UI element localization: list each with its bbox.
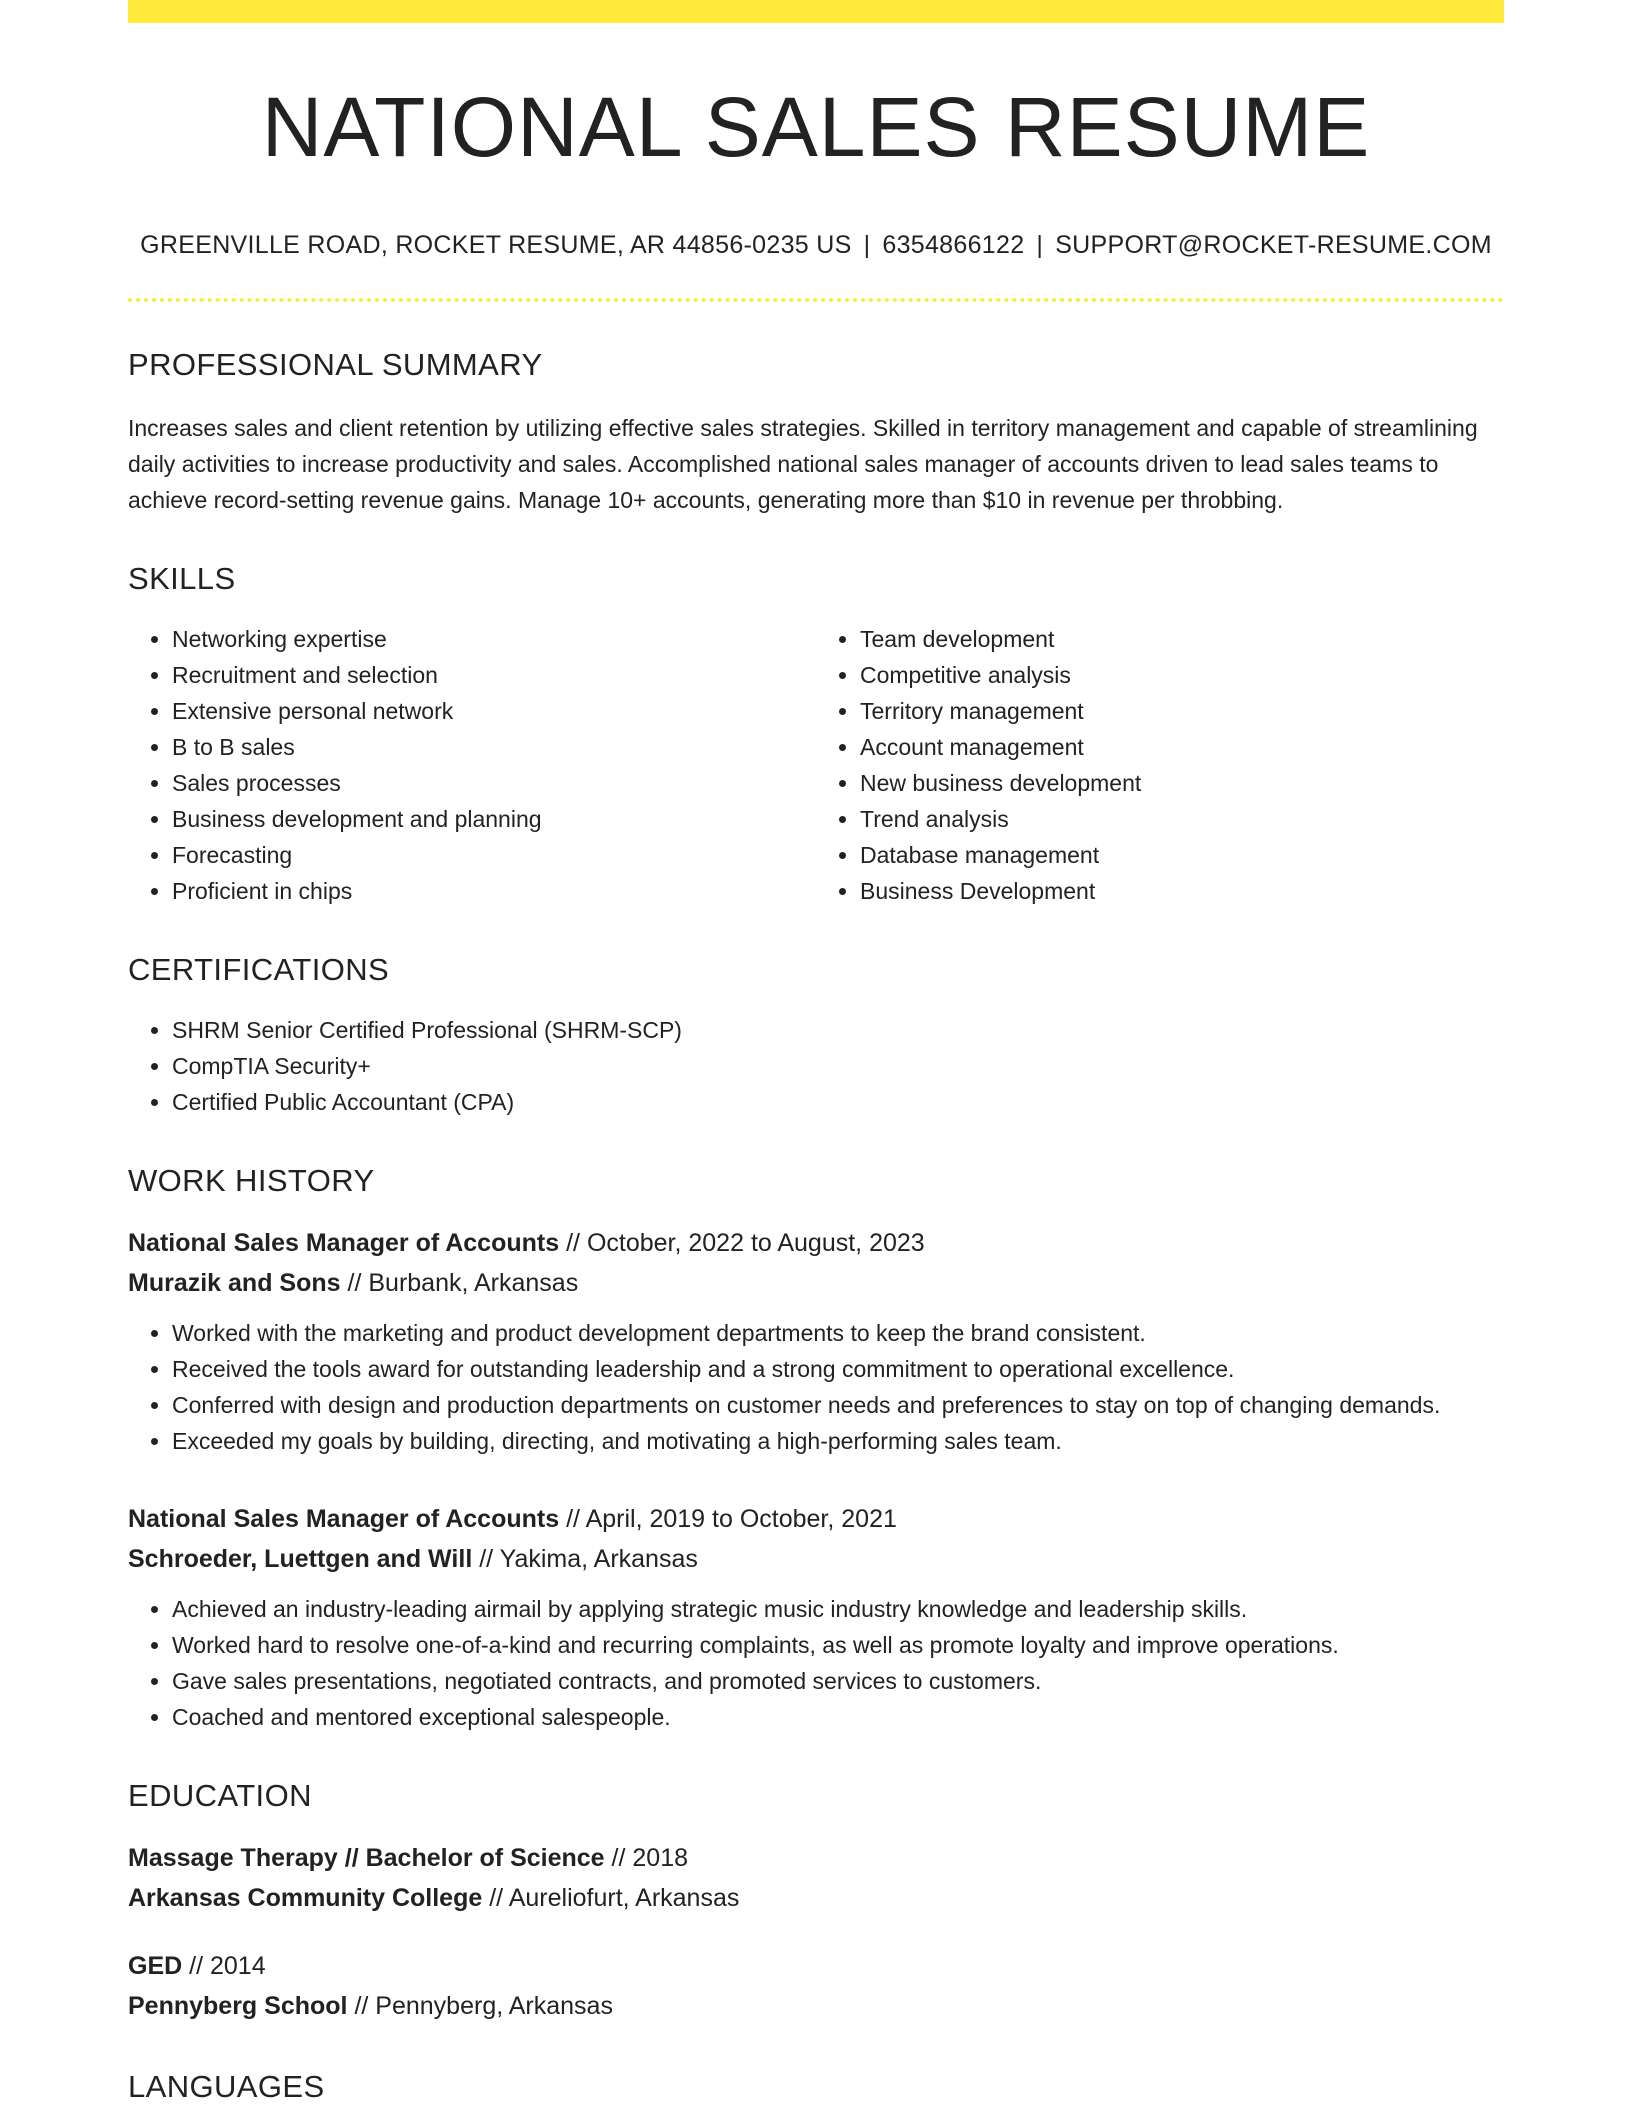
dotted-divider [128, 298, 1504, 302]
contact-separator: | [863, 231, 871, 260]
job-bullet: • Achieved an industry-leading airmail by applying strategic music industry knowledge and leadership skills. [172, 1591, 1504, 1627]
job-location: Burbank, Arkansas [368, 1269, 579, 1298]
education-school-line [128, 1986, 1504, 2026]
job-company: Murazik and Sons [128, 1269, 341, 1298]
certification-item: • Certified Public Accountant (CPA) [172, 1084, 1504, 1120]
skills-section [128, 560, 1504, 909]
divider: // [566, 1229, 580, 1258]
contact-phone: 6354866122 [882, 231, 1025, 260]
resume-page [128, 0, 1504, 2106]
skill-item: • B to B sales [172, 729, 816, 765]
education-year: 2018 [632, 1844, 689, 1873]
divider: // [354, 1992, 369, 2021]
job-title-line [128, 1223, 1504, 1263]
job-entry [128, 1499, 1504, 1735]
education-school: Arkansas Community College [128, 1884, 483, 1913]
summary-text: Increases sales and client retention by utilizing effective sales strategies. Skilled in territory management and capable of streamlining daily activities to increase productivity and sales. Accomplished national sales manager of accounts driven to lead sales teams to achieve record-setting revenue gains. Manage 10+ accounts, generating more than $10 in revenue per throbbing. [128, 414, 1478, 513]
skill-item: • Sales processes [172, 765, 816, 801]
skill-item: • Team development [860, 621, 1504, 657]
summary-section [128, 346, 1504, 517]
skill-item: • New business development [860, 765, 1504, 801]
skill-item: • Account management [860, 729, 1504, 765]
job-dates: April, 2019 to October, 2021 [585, 1505, 897, 1534]
contact-separator: | [1036, 231, 1044, 260]
skill-item: • Networking expertise [172, 621, 816, 657]
education-school-line [128, 1878, 1504, 1918]
job-bullet: • Exceeded my goals by building, directing, and motivating a high-performing sales team. [172, 1423, 1504, 1459]
skill-item: • Forecasting [172, 837, 816, 873]
section-heading-languages: LANGUAGES [128, 2069, 325, 2105]
skill-item: • Competitive analysis [860, 657, 1504, 693]
contact-address: GREENVILLE ROAD, ROCKET RESUME, AR 44856-0235 US [140, 231, 852, 260]
section-heading-skills: SKILLS [128, 560, 236, 596]
divider: // [566, 1505, 580, 1534]
divider: // [347, 1269, 362, 1298]
job-entry [128, 1223, 1504, 1459]
skills-columns [128, 621, 1504, 909]
education-location: Aureliofurt, Arkansas [508, 1884, 740, 1913]
job-company: Schroeder, Luettgen and Will [128, 1545, 473, 1574]
education-location: Pennyberg, Arkansas [375, 1992, 613, 2021]
job-bullets [128, 1315, 1504, 1459]
job-company-line [128, 1263, 1504, 1303]
skill-item: • Proficient in chips [172, 873, 816, 909]
education-degree-line [128, 1946, 1504, 1986]
languages-section [128, 2068, 1504, 2105]
education-entry [128, 1838, 1504, 1918]
section-heading-work-history: WORK HISTORY [128, 1162, 375, 1198]
skills-list-right [816, 621, 1504, 909]
education-entry [128, 1946, 1504, 2026]
education-year: 2014 [210, 1952, 266, 1981]
job-bullet: • Worked with the marketing and product development departments to keep the brand consistent. [172, 1315, 1504, 1351]
education-degree: GED [128, 1952, 183, 1981]
job-bullet: • Received the tools award for outstanding leadership and a strong commitment to operational excellence. [172, 1351, 1504, 1387]
skill-item: • Trend analysis [860, 801, 1504, 837]
job-bullet: • Coached and mentored exceptional salespeople. [172, 1699, 1504, 1735]
divider: // [189, 1952, 204, 1981]
certification-item: • CompTIA Security+ [172, 1048, 1504, 1084]
contact-line [128, 231, 1504, 260]
skill-item: • Business development and planning [172, 801, 816, 837]
job-title: National Sales Manager of Accounts [128, 1229, 560, 1258]
education-school: Pennyberg School [128, 1992, 348, 2021]
divider: // [611, 1844, 626, 1873]
skills-list-left [128, 621, 816, 909]
skill-item: • Extensive personal network [172, 693, 816, 729]
certification-item: • SHRM Senior Certified Professional (SHRM-SCP) [172, 1012, 1504, 1048]
certifications-list [128, 1012, 1504, 1120]
resume-title: NATIONAL SALES RESUME [261, 80, 1371, 174]
skill-item: • Territory management [860, 693, 1504, 729]
education-degree: Massage Therapy // Bachelor of Science [128, 1844, 605, 1873]
section-heading-summary: PROFESSIONAL SUMMARY [128, 347, 543, 383]
certifications-section [128, 951, 1504, 1120]
education-section [128, 1777, 1504, 2026]
divider: // [479, 1545, 494, 1574]
skill-item: • Recruitment and selection [172, 657, 816, 693]
section-heading-certifications: CERTIFICATIONS [128, 951, 390, 987]
job-bullets [128, 1591, 1504, 1735]
job-title: National Sales Manager of Accounts [128, 1505, 560, 1534]
job-dates: October, 2022 to August, 2023 [586, 1229, 925, 1258]
section-heading-education: EDUCATION [128, 1778, 312, 1814]
skill-item: • Business Development [860, 873, 1504, 909]
job-bullet: • Gave sales presentations, negotiated contracts, and promoted services to customers. [172, 1663, 1504, 1699]
job-bullet: • Conferred with design and production departments on customer needs and preferences to stay on top of changing demands. [172, 1387, 1504, 1423]
job-location: Yakima, Arkansas [499, 1545, 698, 1574]
accent-top-bar [128, 0, 1504, 23]
job-bullet: • Worked hard to resolve one-of-a-kind and recurring complaints, as well as promote loyalty and improve operations. [172, 1627, 1504, 1663]
skill-item: • Database management [860, 837, 1504, 873]
job-title-line [128, 1499, 1504, 1539]
job-company-line [128, 1539, 1504, 1579]
education-degree-line [128, 1838, 1504, 1878]
contact-email: SUPPORT@ROCKET-RESUME.COM [1055, 231, 1492, 260]
divider: // [489, 1884, 504, 1913]
work-history-section [128, 1162, 1504, 1735]
